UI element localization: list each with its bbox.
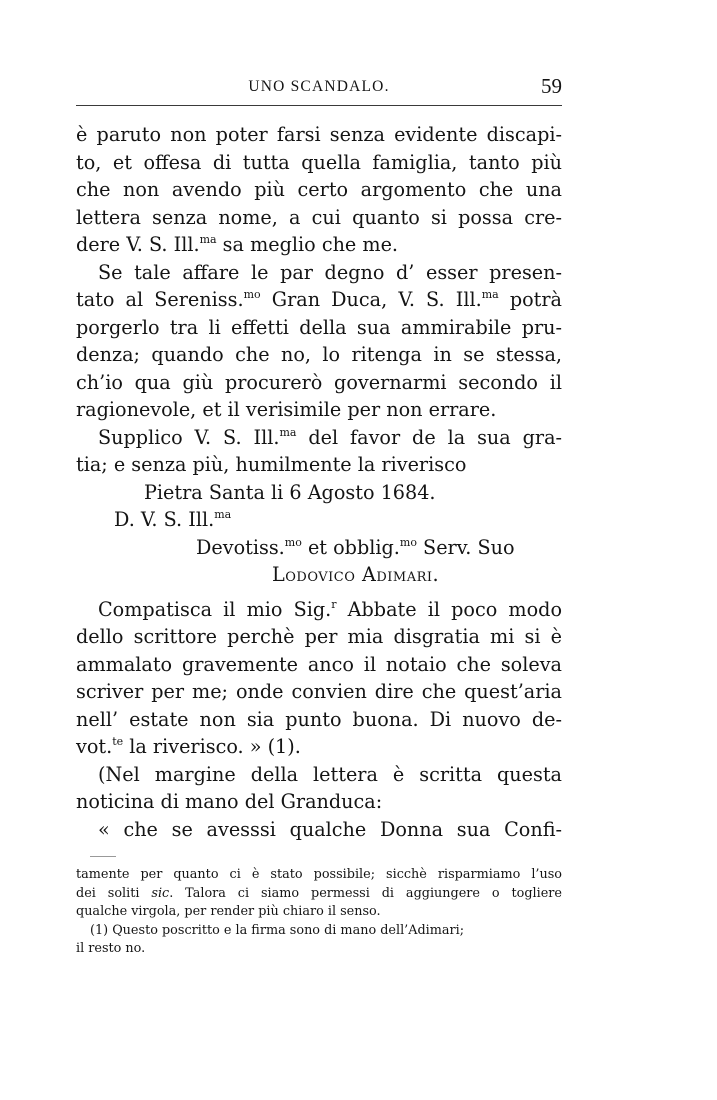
- paragraph-start-line: [76, 424, 562, 452]
- superscript-abbrev: r: [331, 597, 337, 611]
- paragraph-gap: [76, 589, 562, 596]
- text-line: scriver per me; onde convien dire che quest’aria: [76, 680, 562, 703]
- salutation-line: [76, 506, 562, 534]
- text-span: dere V. S. Ill.: [76, 233, 200, 256]
- superscript-abbrev: ma: [481, 288, 499, 301]
- text-line: [76, 231, 562, 259]
- superscript-abbrev: te: [112, 735, 124, 748]
- superscript-abbrev: mo: [284, 535, 302, 549]
- footnote-line: (1) Questo poscritto e la firma sono di mano dell’Adimari;: [90, 922, 465, 938]
- paragraph-start-line: [76, 596, 562, 624]
- text-line: tia; e senza più, humilmente la riverisco: [76, 453, 467, 476]
- footnotes: [76, 866, 562, 959]
- running-header: [76, 72, 562, 102]
- text-span: potrà: [498, 288, 562, 311]
- text-line: denza; quando che no, lo ritenga in se stessa,: [76, 343, 562, 366]
- text-span: Gran Duca, V. S. Ill.: [260, 288, 482, 311]
- text-line: dello scrittore perchè per mia disgratia mi si è: [76, 625, 562, 648]
- text-span: dei soliti: [76, 885, 152, 901]
- text-line: è paruto non poter farsi senza evidente discapi-: [76, 123, 562, 146]
- superscript-abbrev: ma: [214, 508, 232, 521]
- paragraph-start-line: (Nel margine della lettera è scritta questa: [98, 762, 562, 786]
- footnote-line: [76, 885, 562, 904]
- text-line: porgerlo tra li effetti della sua ammirabile pru-: [76, 315, 562, 339]
- text-line: nell’ estate non sia punto buona. Di nuovo de-: [76, 707, 562, 731]
- text-line: ammalato gravemente anco il notaio che soleva: [76, 652, 562, 676]
- text-line: [76, 733, 562, 761]
- running-title: UNO SCANDALO.: [248, 78, 390, 95]
- paragraph-start-line: Se tale affare le par degno d’ esser presen-: [98, 260, 562, 284]
- text-span: et obblig.: [301, 535, 400, 559]
- superscript-abbrev: mo: [243, 288, 261, 301]
- text-line: lettera senza nome, a cui quanto si possa cre-: [76, 205, 562, 229]
- text-span: Devotiss.: [196, 535, 285, 559]
- text-line: ch’io qua giù procurerò governarmi secondo il: [76, 370, 562, 394]
- text-span: tato al Sereniss.: [76, 288, 244, 311]
- footnote-line: qualche virgola, per render più chiaro il senso.: [76, 904, 381, 920]
- superscript-abbrev: ma: [199, 233, 217, 246]
- page-number: 59: [541, 74, 562, 98]
- text-span: vot.: [76, 735, 113, 758]
- text-line: [76, 286, 562, 314]
- closing-line: [76, 534, 562, 562]
- text-span: del favor de la sua gra-: [296, 425, 563, 449]
- letter-body: [76, 121, 562, 843]
- text-span: la riverisco. » (1).: [123, 735, 301, 758]
- text-span: Compatisca il mio Sig.: [98, 597, 332, 621]
- signature-line: Lodovico Adimari.: [272, 563, 440, 586]
- footnote-line: tamente per quanto ci è stato possibile; sicchè risparmiamo l’uso: [76, 867, 562, 882]
- text-span: Supplico V. S. Ill.: [98, 425, 280, 449]
- text-line: « che se avesssi qualche Donna sua Confi-: [98, 817, 562, 841]
- text-line: che non avendo più certo argomento che una: [76, 178, 562, 201]
- superscript-abbrev: ma: [279, 425, 297, 439]
- text-line: ragionevole, et il verisimile per non errare.: [76, 398, 497, 421]
- date-line: Pietra Santa li 6 Agosto 1684.: [144, 480, 436, 504]
- footnote-line: il resto no.: [76, 941, 146, 957]
- text-span: D. V. S. Ill.: [114, 508, 215, 531]
- text-line: to, et offesa di tutta quella famiglia, tanto più: [76, 150, 562, 174]
- italic-span: sic: [151, 885, 170, 901]
- text-span: . Talora ci siamo permessi di aggiungere o togliere: [169, 885, 562, 901]
- text-line: noticina di mano del Granduca:: [76, 790, 383, 813]
- footnote-separator: [90, 856, 116, 857]
- text-span: sa meglio che me.: [216, 233, 399, 256]
- header-rule: [76, 105, 562, 106]
- text-span: Abbate il poco modo: [336, 597, 562, 621]
- superscript-abbrev: mo: [399, 535, 417, 549]
- text-span: Serv. Suo: [416, 535, 515, 559]
